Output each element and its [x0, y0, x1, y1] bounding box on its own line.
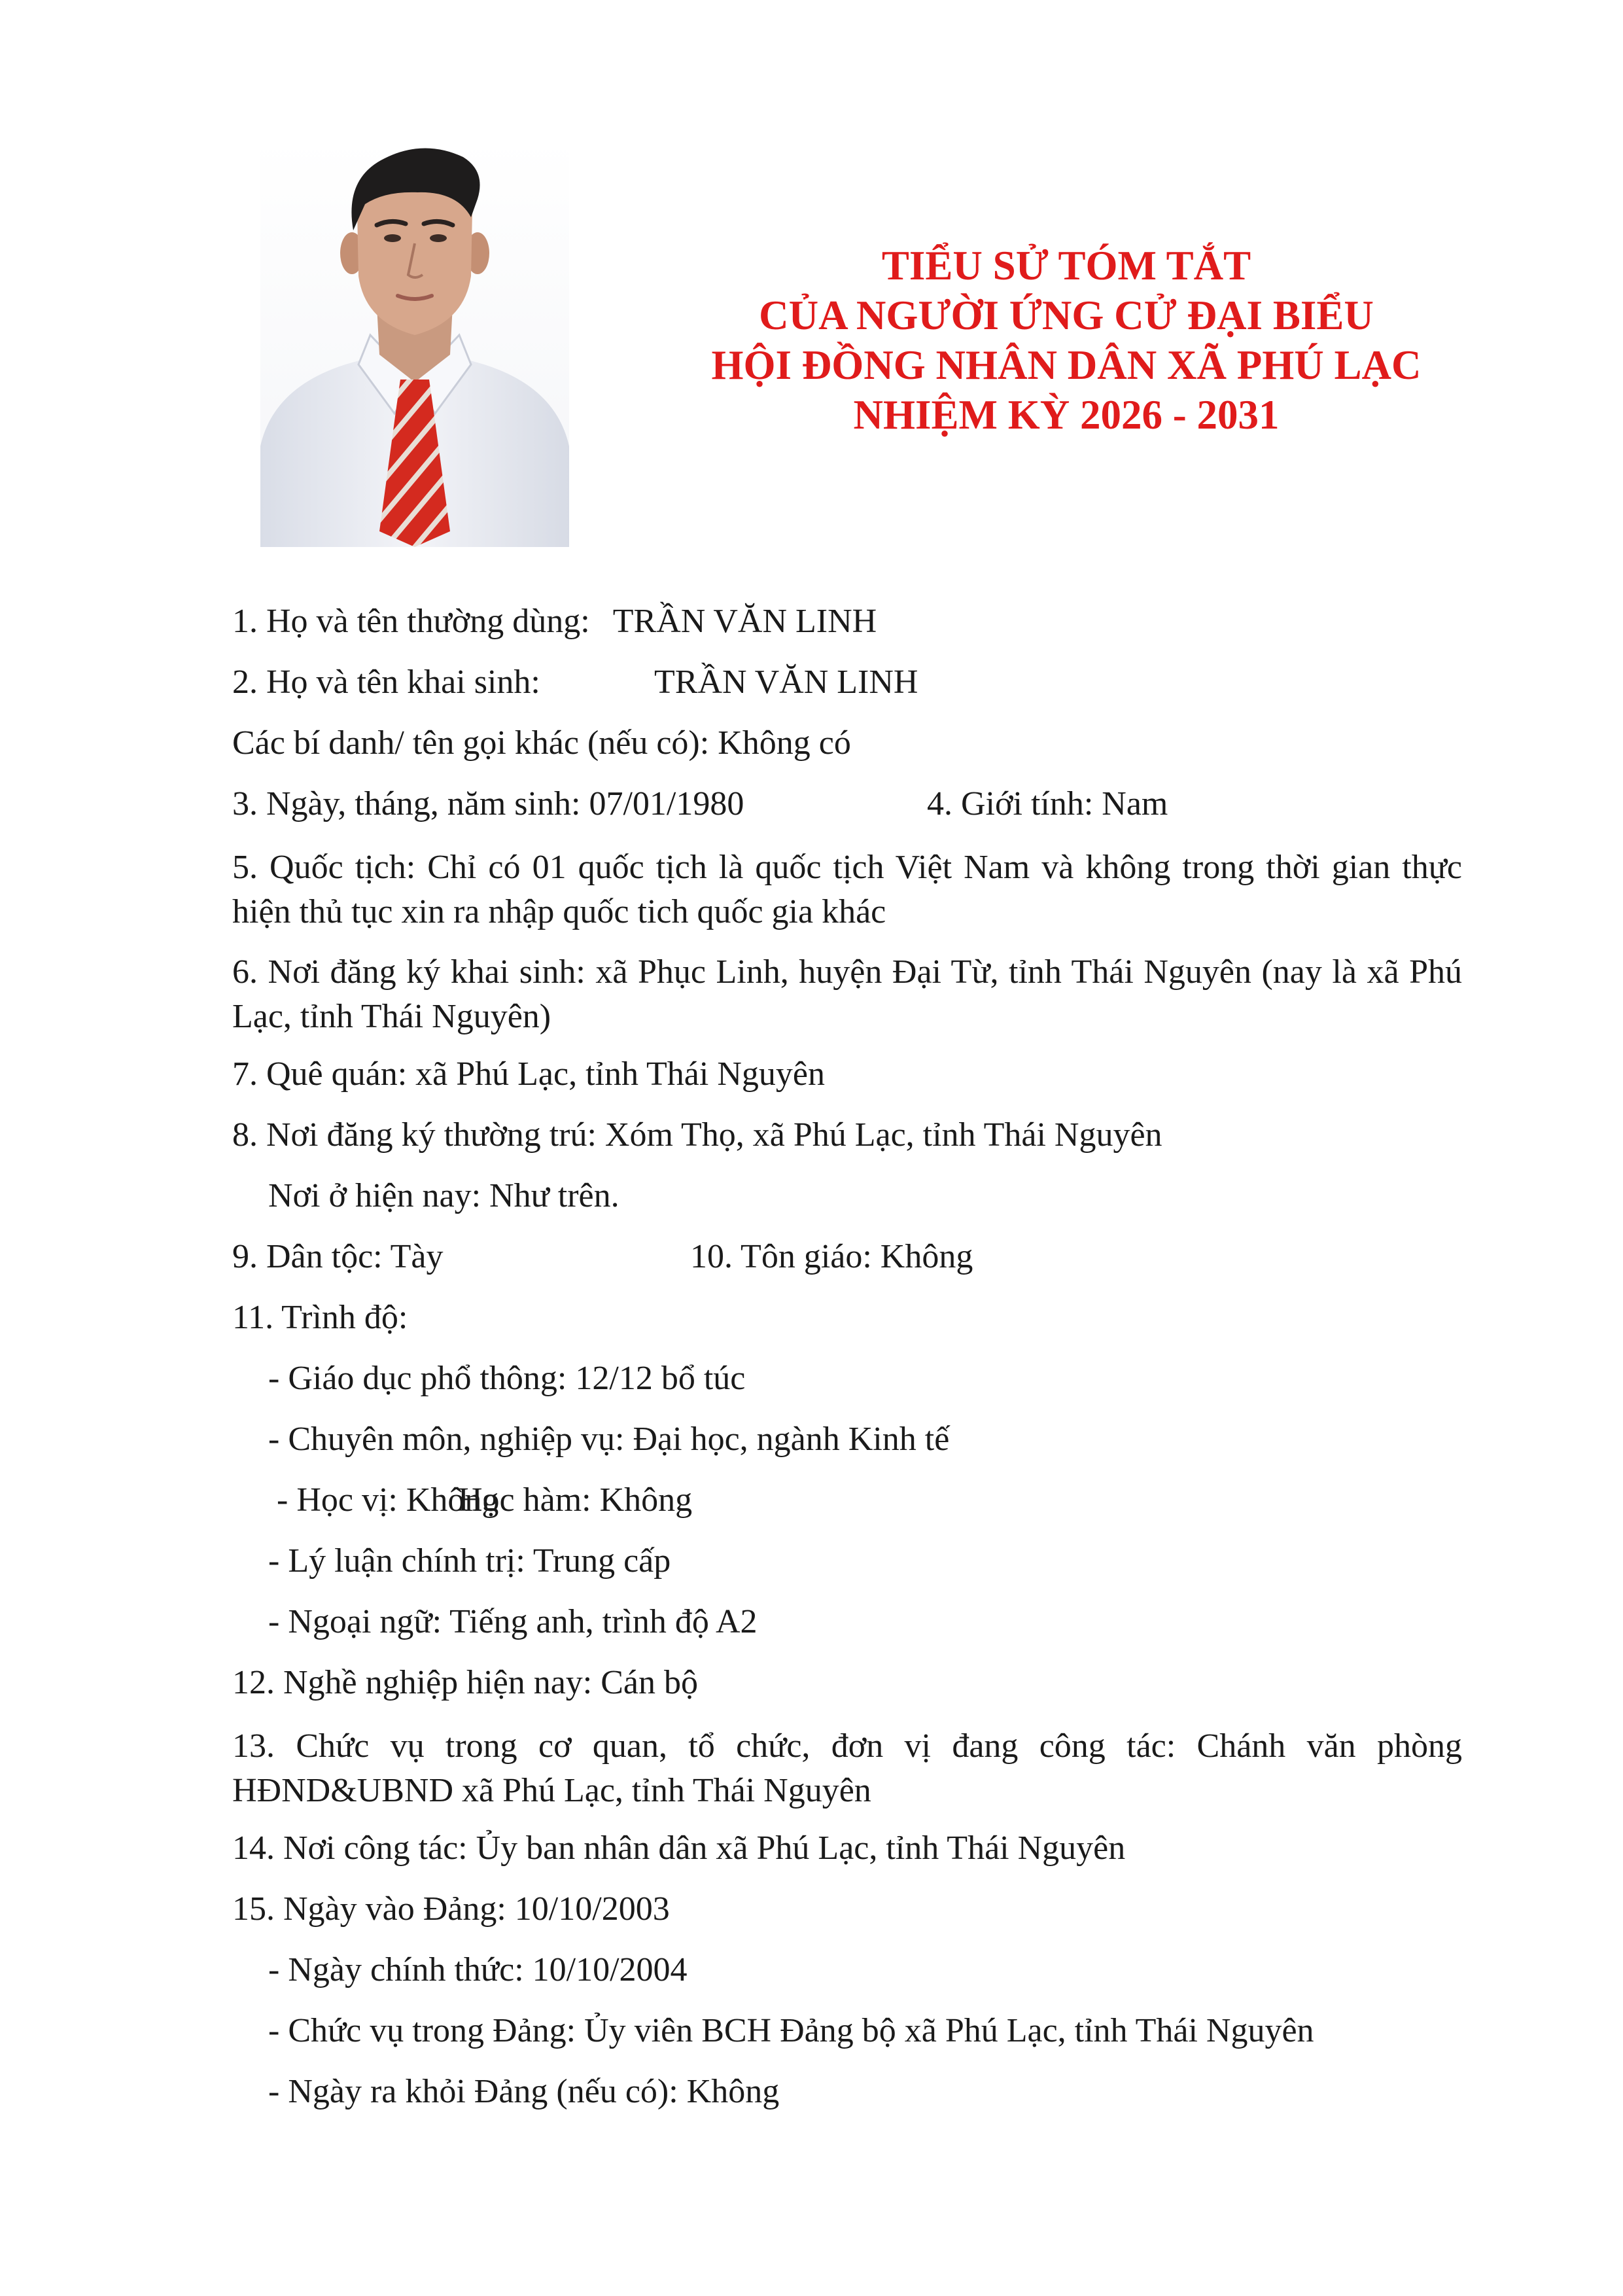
field-political-theory: - Lý luận chính trị: Trung cấp — [268, 1542, 671, 1580]
field-ethnicity-religion — [232, 1237, 973, 1277]
field-education-heading: 11. Trình độ: — [232, 1299, 408, 1336]
title-line-3: HỘI ĐỒNG NHÂN DÂN XÃ PHÚ LẠC — [711, 342, 1422, 388]
field-academic-degree: - Học vị: Không — [277, 1481, 499, 1519]
field-alias: Các bí danh/ tên gọi khác (nếu có): Không có — [232, 724, 851, 762]
field-label: 2. Họ và tên khai sinh: — [232, 663, 540, 701]
field-religion: 10. Tôn giáo: Không — [690, 1238, 973, 1275]
field-party-join-date: 15. Ngày vào Đảng: 10/10/2003 — [232, 1890, 670, 1928]
field-value: TRẦN VĂN LINH — [612, 603, 877, 640]
title-line-4: NHIỆM KỲ 2026 - 2031 — [853, 392, 1280, 438]
document-title — [654, 241, 1478, 440]
field-academic-title: Học hàm: Không — [458, 1481, 693, 1519]
field-foreign-language: - Ngoại ngữ: Tiếng anh, trình độ A2 — [268, 1603, 758, 1640]
title-line-2: CỦA NGƯỜI ỨNG CỬ ĐẠI BIỂU — [759, 292, 1374, 338]
field-occupation: 12. Nghề nghiệp hiện nay: Cán bộ — [232, 1664, 698, 1701]
field-party-official-date: - Ngày chính thức: 10/10/2004 — [268, 1951, 688, 1988]
field-value: TRẦN VĂN LINH — [654, 663, 918, 701]
field-birthdate-gender — [232, 785, 1168, 824]
field-hometown: 7. Quê quán: xã Phú Lạc, tỉnh Thái Nguyên — [232, 1055, 825, 1093]
field-birthplace: 6. Nơi đăng ký khai sinh: xã Phục Linh, huyện Đại Từ, tỉnh Thái Nguyên (nay là xã Phú Lạc, tỉnh Thái Nguyên) — [232, 953, 1462, 1035]
field-professional: - Chuyên môn, nghiệp vụ: Đại học, ngành Kinh tế — [268, 1421, 950, 1458]
field-current-residence: Nơi ở hiện nay: Như trên. — [268, 1177, 620, 1214]
field-degree — [277, 1481, 692, 1520]
field-workplace: 14. Nơi công tác: Ủy ban nhân dân xã Phú Lạc, tỉnh Thái Nguyên — [232, 1829, 1126, 1867]
field-ethnicity: 9. Dân tộc: Tày — [232, 1238, 444, 1275]
field-general-education: - Giáo dục phổ thông: 12/12 bổ túc — [268, 1360, 746, 1397]
field-label: 1. Họ và tên thường dùng: — [232, 603, 590, 640]
candidate-photo — [260, 139, 569, 547]
title-line-1: TIỂU SỬ TÓM TẮT — [881, 243, 1251, 289]
field-nationality: 5. Quốc tịch: Chỉ có 01 quốc tịch là quốc tịch Việt Nam và không trong thời gian thực hiện thủ tục xin ra nhập quốc tich quốc gia khác — [232, 849, 1462, 930]
field-party-leave-date: - Ngày ra khỏi Đảng (nếu có): Không — [268, 2073, 780, 2110]
field-party-position: - Chức vụ trong Đảng: Ủy viên BCH Đảng bộ xã Phú Lạc, tỉnh Thái Nguyên — [268, 2012, 1314, 2049]
field-gender: 4. Giới tính: Nam — [927, 785, 1168, 822]
field-permanent-residence: 8. Nơi đăng ký thường trú: Xóm Thọ, xã Phú Lạc, tỉnh Thái Nguyên — [232, 1116, 1162, 1154]
field-birthdate: 3. Ngày, tháng, năm sinh: 07/01/1980 — [232, 785, 744, 822]
field-position: 13. Chức vụ trong cơ quan, tổ chức, đơn vị đang công tác: Chánh văn phòng HĐND&UBND xã Phú Lạc, tỉnh Thái Nguyên — [232, 1727, 1462, 1809]
field-common-name — [232, 602, 877, 641]
field-birth-name — [232, 663, 918, 702]
